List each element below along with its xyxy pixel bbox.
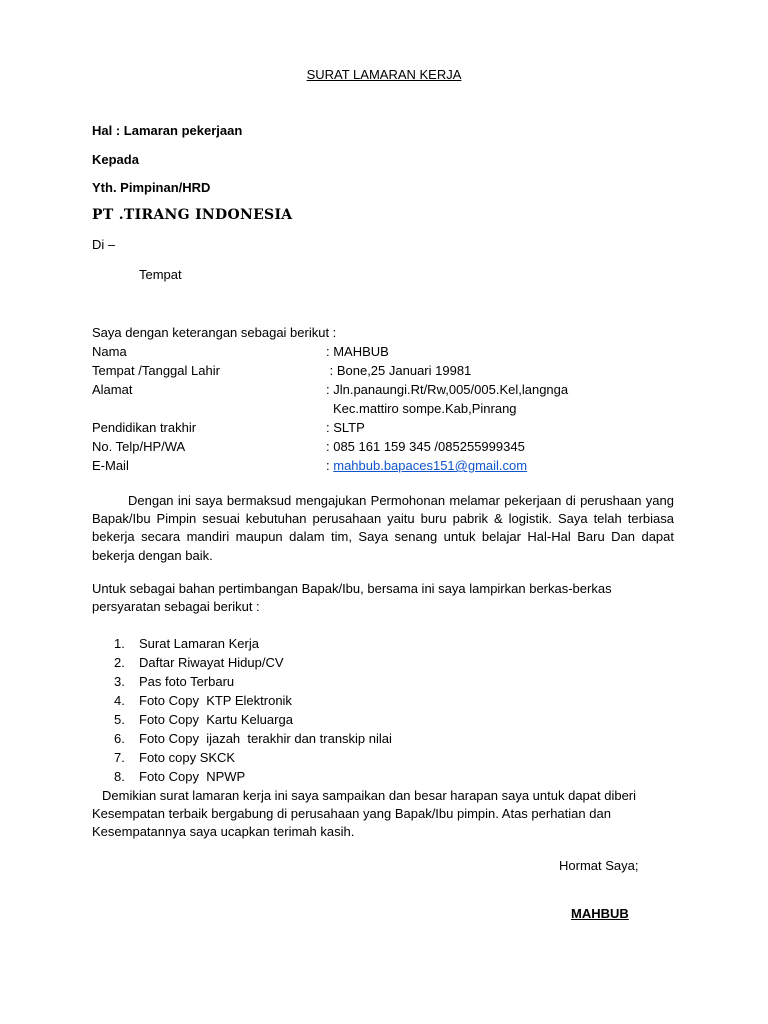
field-value-address: : Jln.panaungi.Rt/Rw,005/005.Kel,langnga xyxy=(326,382,569,397)
field-value-email xyxy=(326,457,527,475)
field-label-education: Pendidikan trakhir xyxy=(92,420,197,435)
list-item: 6. Foto Copy ijazah terakhir dan transkip nilai xyxy=(114,731,392,746)
paragraph-application: Dengan ini saya bermaksud mengajukan Permohonan melamar pekerjaan di perushaan yang Bapak/Ibu Pimpin sesuai kebutuhan perusahaan yaitu buru pabrik & logistik. Saya telah terbiasa bekerja secara mandiri maupun dalam tim, Saya senang untuk belajar Hal-Hal Baru Dan dapat bekerja dengan baik. xyxy=(92,493,674,563)
field-value-address-line2: Kec.mattiro sompe.Kab,Pinrang xyxy=(333,401,517,416)
field-label-email: E-Mail xyxy=(92,458,129,473)
field-value-name: : MAHBUB xyxy=(326,344,389,359)
list-item: 3. Pas foto Terbaru xyxy=(114,674,235,689)
attachments-list xyxy=(114,634,392,786)
email-prefix: : xyxy=(326,458,334,473)
recipient-place: Tempat xyxy=(139,267,182,282)
field-label-phone: No. Telp/HP/WA xyxy=(92,439,186,454)
paragraph-closing: Demikian surat lamaran kerja ini saya sampaikan dan besar harapan saya untuk dapat diberi Kesempatan terbaik bergabung di perusahaan yang Bapak/Ibu pimpin. Atas perhatian dan Kesempatannya saya ucapkan terimah kasih. xyxy=(92,788,637,840)
intro-line: Saya dengan keterangan sebagai berikut : xyxy=(92,325,337,340)
recipient-kepada: Kepada xyxy=(92,152,139,167)
paragraph-attachments-intro: Untuk sebagai bahan pertimbangan Bapak/Ibu, bersama ini saya lampirkan berkas-berkas persyaratan sebagai berikut : xyxy=(92,581,612,615)
letter-title: SURAT LAMARAN KERJA xyxy=(306,67,462,82)
company-name: PT .TIRANG INDONESIA xyxy=(92,207,293,223)
list-item: 7. Foto copy SKCK xyxy=(114,750,236,765)
signature-name: MAHBUB xyxy=(571,906,629,921)
list-item: 2. Daftar Riwayat Hidup/CV xyxy=(114,655,284,670)
recipient-di: Di – xyxy=(92,237,116,252)
list-item: 4. Foto Copy KTP Elektronik xyxy=(114,693,292,708)
list-item: 8. Foto Copy NPWP xyxy=(114,769,246,784)
field-value-birth: : Bone,25 Januari 19981 xyxy=(326,363,472,378)
field-label-birth: Tempat /Tanggal Lahir xyxy=(92,363,220,378)
recipient-title: Yth. Pimpinan/HRD xyxy=(92,180,211,195)
list-item: 5. Foto Copy Kartu Keluarga xyxy=(114,712,293,727)
subject-line: Hal : Lamaran pekerjaan xyxy=(92,123,243,138)
email-link[interactable]: mahbub.bapaces151@gmail.com xyxy=(333,458,528,473)
field-label-name: Nama xyxy=(92,344,127,359)
field-value-education: : SLTP xyxy=(326,420,365,435)
field-value-phone: : 085 161 159 345 /085255999345 xyxy=(326,439,525,454)
closing-regards: Hormat Saya; xyxy=(559,858,639,873)
field-label-address: Alamat xyxy=(92,382,133,397)
list-item: 1. Surat Lamaran Kerja xyxy=(114,636,259,651)
